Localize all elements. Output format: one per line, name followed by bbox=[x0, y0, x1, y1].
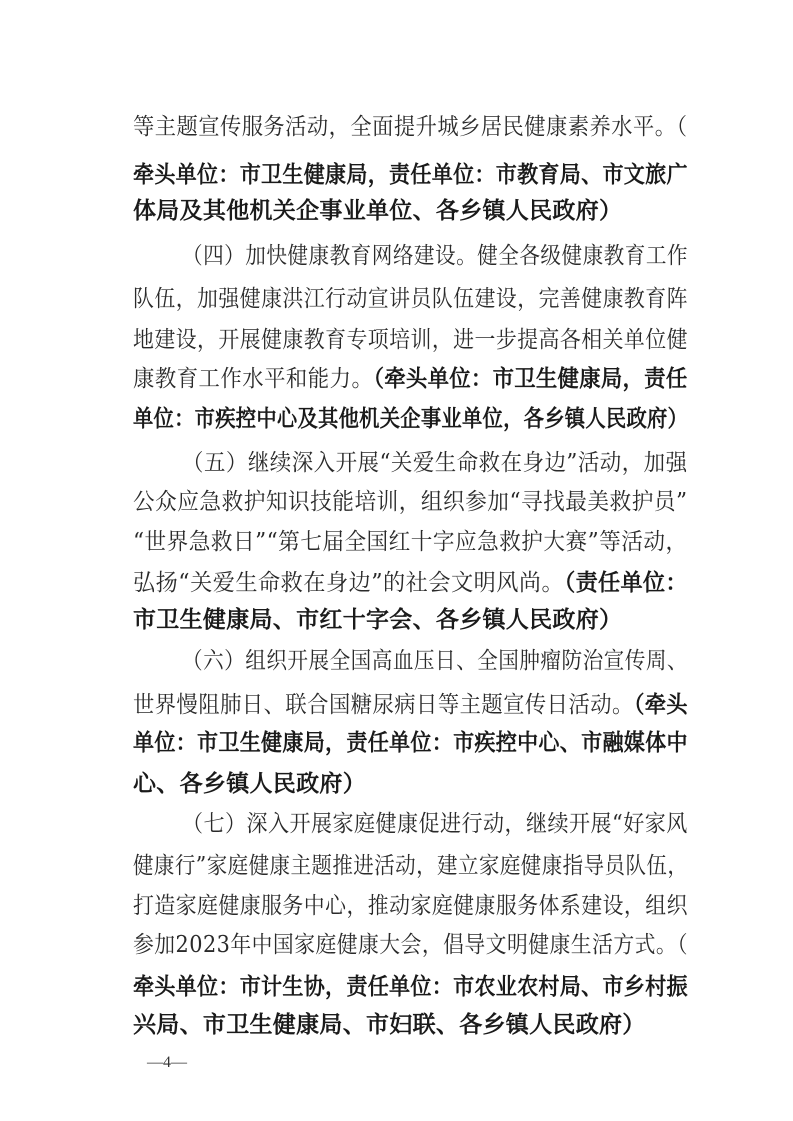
text-line bbox=[133, 1010, 688, 1040]
text-segment: 等主题宣传服务活动，全面提升城乡居民健康素养水平。（ bbox=[133, 114, 688, 140]
text-line bbox=[133, 605, 688, 635]
text-line bbox=[133, 404, 689, 434]
text-segment: 打造家庭健康服务中心，推动家庭健康服务体系建设，组织 bbox=[133, 893, 688, 919]
text-line bbox=[133, 728, 688, 758]
bold-text-segment: 兴局、市卫生健康局、市妇联、各乡镇人民政府） bbox=[133, 1012, 646, 1038]
text-line bbox=[133, 769, 688, 799]
text-line bbox=[133, 930, 689, 960]
text-segment: 参加2023年中国家庭健康大会，倡导文明健康生活方式。（ bbox=[133, 932, 689, 958]
bold-text-segment: （牵头单位：市卫生健康局，责任 bbox=[373, 366, 688, 392]
bold-text-segment: 体局及其他机关企事业单位、各乡镇人民政府） bbox=[133, 198, 623, 224]
page-number: —4— bbox=[147, 1054, 187, 1071]
text-segment: （五）继续深入开展“关爱生命救在身边”活动，加强 bbox=[182, 450, 688, 476]
bold-text-segment: 牵头单位：市卫生健康局，责任单位：市教育局、市文旅广 bbox=[133, 162, 688, 188]
text-line bbox=[133, 112, 688, 142]
text-segment: （七）深入开展家庭健康促进行动，继续开展“好家风 bbox=[182, 811, 688, 837]
text-line bbox=[133, 891, 688, 921]
text-line bbox=[133, 325, 688, 355]
text-segment: 公众应急救护知识技能培训，组织参加“寻找最美救护员” bbox=[133, 489, 688, 515]
text-line bbox=[133, 690, 688, 720]
bold-text-segment: 心、各乡镇人民政府） bbox=[133, 771, 366, 797]
text-line bbox=[133, 487, 688, 517]
text-line bbox=[133, 284, 688, 314]
bold-text-segment: （责任单位： bbox=[564, 570, 688, 596]
text-line bbox=[182, 241, 689, 271]
text-line bbox=[133, 568, 688, 598]
text-segment: 队伍，加强健康洪江行动宣讲员队伍建设，完善健康教育阵 bbox=[133, 286, 688, 312]
text-segment: 世界慢阻肺日、联合国糖尿病日等主题宣传日活动。 bbox=[133, 692, 634, 718]
bold-text-segment: 单位：市疾控中心及其他机关企事业单位，各乡镇人民政府） bbox=[133, 406, 689, 432]
text-line bbox=[133, 196, 688, 226]
text-segment: （四）加快健康教育网络建设。健全各级健康教育工作 bbox=[182, 243, 689, 269]
text-line bbox=[133, 972, 688, 1002]
text-line bbox=[133, 160, 688, 190]
text-segment: （六）组织开展全国高血压日、全国肿瘤防治宣传周、 bbox=[182, 648, 689, 674]
text-segment: 健康行”家庭健康主题推进活动，建立家庭健康指导员队伍， bbox=[133, 853, 689, 879]
text-line bbox=[182, 646, 689, 676]
text-line bbox=[133, 364, 688, 394]
bold-text-segment: （牵头 bbox=[633, 692, 688, 718]
text-line bbox=[182, 448, 688, 478]
text-segment: “世界急救日”“第七届全国红十字应急救护大赛”等活动， bbox=[133, 529, 688, 555]
bold-text-segment: 市卫生健康局、市红十字会、各乡镇人民政府） bbox=[133, 607, 623, 633]
text-segment: 弘扬“关爱生命救在身边”的社会文明风尚。 bbox=[133, 570, 565, 596]
text-segment: 地建设，开展健康教育专项培训，进一步提高各相关单位健 bbox=[133, 327, 688, 353]
text-segment: 康教育工作水平和能力。 bbox=[133, 366, 374, 392]
bold-text-segment: 单位：市卫生健康局，责任单位：市疾控中心、市融媒体中 bbox=[133, 730, 688, 756]
text-line bbox=[133, 851, 689, 881]
text-line bbox=[133, 527, 688, 557]
bold-text-segment: 牵头单位：市计生协，责任单位：市农业农村局、市乡村振 bbox=[133, 974, 688, 1000]
text-line bbox=[182, 809, 688, 839]
